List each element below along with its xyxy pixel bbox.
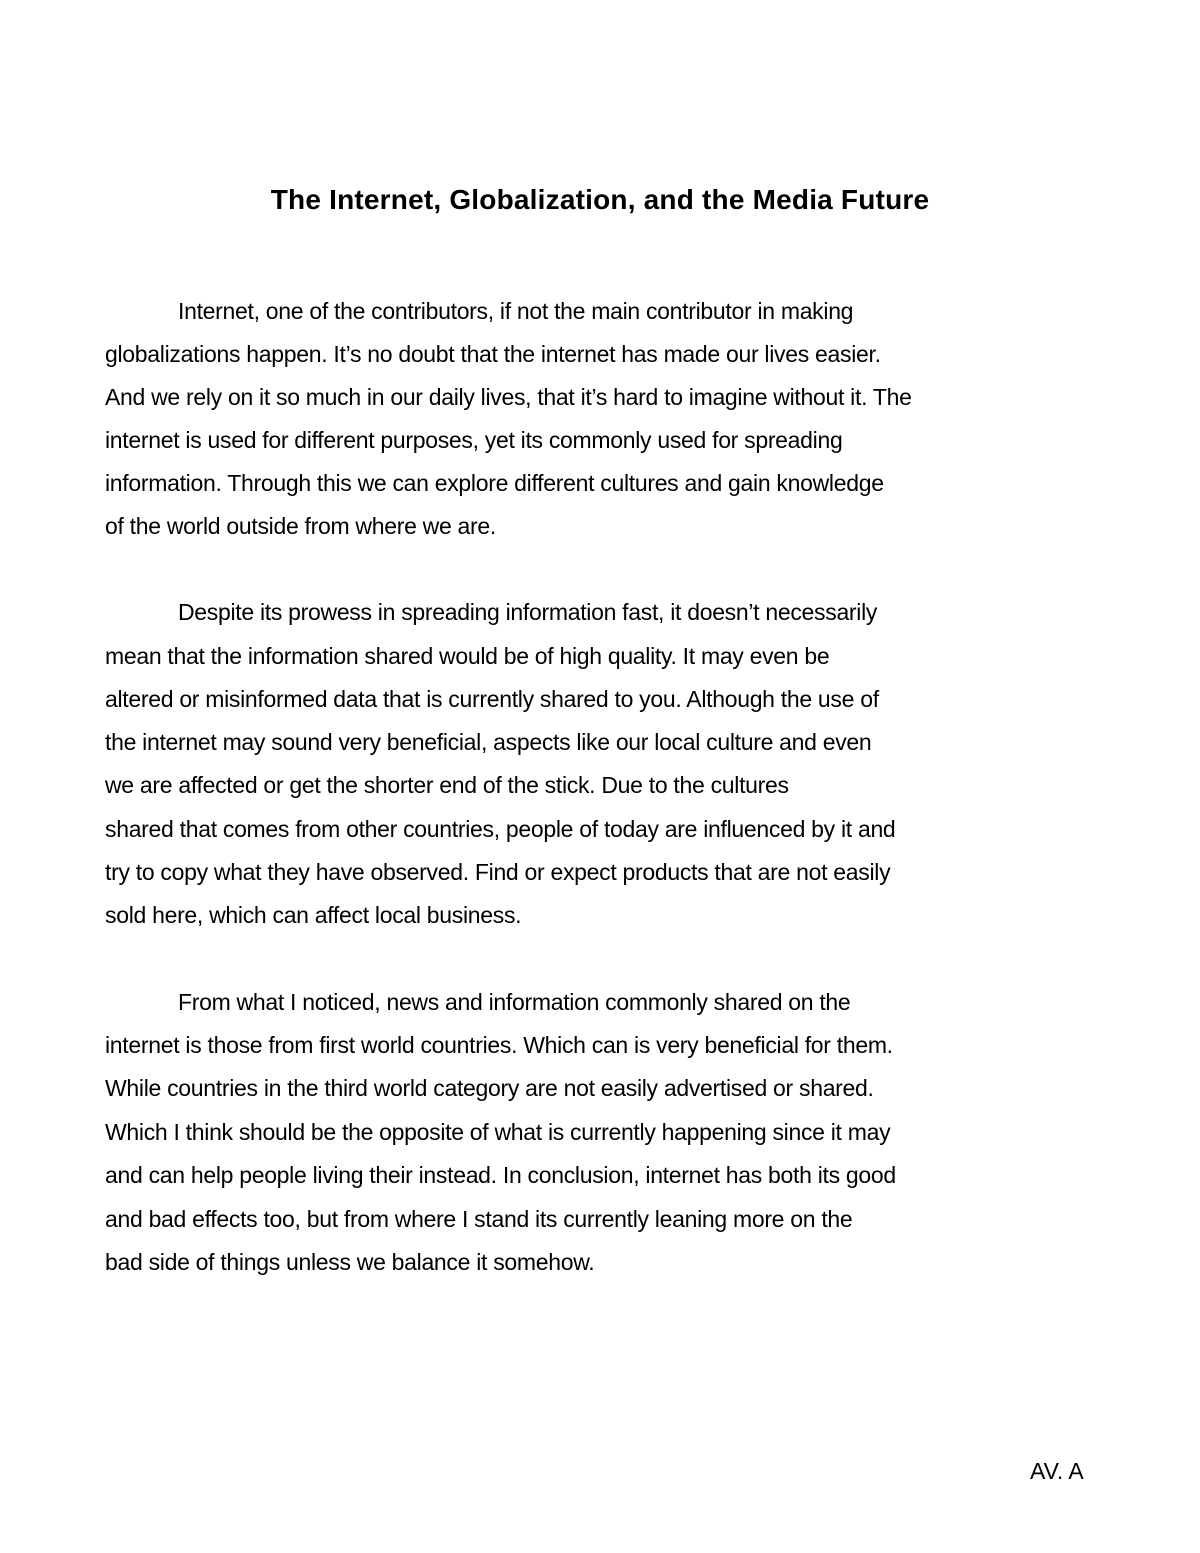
paragraph-3-line-2: internet is those from first world countries. Which can is very beneficial for them. [105,1032,893,1058]
paragraph-1-line-5: information. Through this we can explore different cultures and gain knowledge [105,470,884,496]
paragraph-3-line-1: From what I noticed, news and information commonly shared on the [178,989,851,1015]
paragraph-1-line-2: globalizations happen. It’s no doubt that the internet has made our lives easier. [105,341,881,367]
paragraph-2-line-7: try to copy what they have observed. Find or expect products that are not easily [105,859,891,885]
paragraph-2-line-3: altered or misinformed data that is currently shared to you. Although the use of [105,686,879,712]
paragraph-3-line-5: and can help people living their instead. In conclusion, internet has both its good [105,1162,896,1188]
paragraph-2-line-2: mean that the information shared would be of high quality. It may even be [105,643,830,669]
paragraph-3-line-3: While countries in the third world category are not easily advertised or shared. [105,1075,874,1101]
paragraph-1-line-1: Internet, one of the contributors, if not the main contributor in making [178,298,854,324]
paragraph-1-line-6: of the world outside from where we are. [105,513,496,539]
paragraph-2-line-5: we are affected or get the shorter end of the stick. Due to the cultures [105,772,789,798]
author-signature: AV. A [1030,1458,1084,1484]
paragraph-2-line-1: Despite its prowess in spreading information fast, it doesn’t necessarily [178,599,878,625]
paragraph-2-line-4: the internet may sound very beneficial, aspects like our local culture and even [105,729,872,755]
paragraph-3-line-6: and bad effects too, but from where I stand its currently leaning more on the [105,1206,853,1232]
paragraph-1-line-4: internet is used for different purposes, yet its commonly used for spreading [105,427,843,453]
paragraph-3-line-4: Which I think should be the opposite of what is currently happening since it may [105,1119,891,1145]
paragraph-2-line-8: sold here, which can affect local business. [105,902,522,928]
paragraph-2-line-6: shared that comes from other countries, people of today are influenced by it and [105,816,896,842]
paragraph-3-line-7: bad side of things unless we balance it somehow. [105,1249,595,1275]
document-title: The Internet, Globalization, and the Media Future [270,184,930,215]
paragraph-1-line-3: And we rely on it so much in our daily lives, that it’s hard to imagine without it. The [105,384,912,410]
